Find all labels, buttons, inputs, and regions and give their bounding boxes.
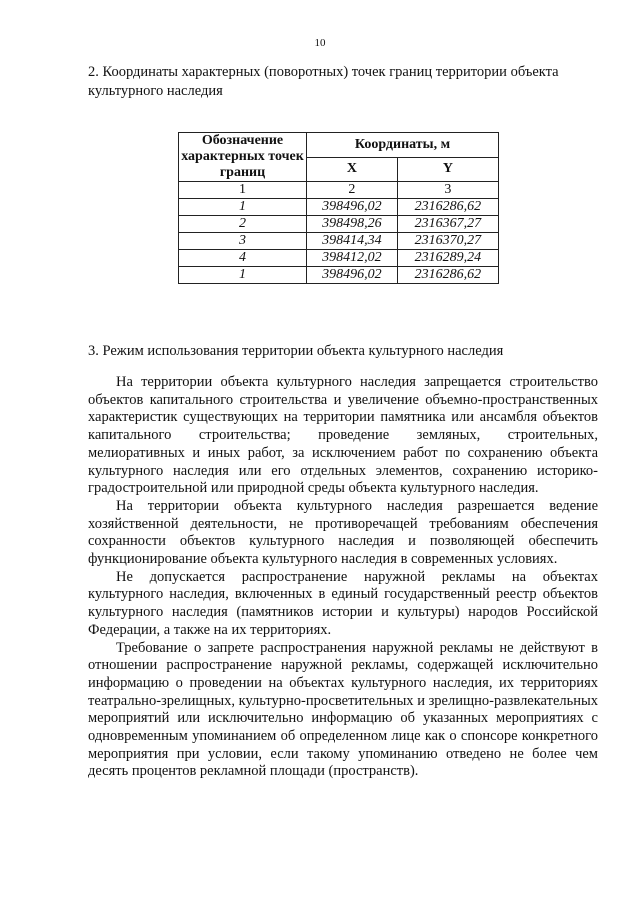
y-cell: 2316367,27 <box>397 216 498 233</box>
table-header-row <box>179 133 499 158</box>
point-cell: 1 <box>179 267 307 284</box>
table-index-row <box>179 182 499 199</box>
y-cell: 2316286,62 <box>397 199 498 216</box>
table-row <box>179 199 499 216</box>
paragraph-prohibited-works: На территории объекта культурного наследия запрещается строительство объектов капитального строительства и увеличение объемно-пространственных характеристик существующих на территории памятника или ансамбля объектов капитального строительства; проведение земляных, строительных, мелиоративных и иных работ, за исключением работ по сохранению объекта культурного наследия или его отдельных элементов, сохранению историко-градостроительной или природной среды объекта культурного наследия. <box>88 374 598 497</box>
point-cell: 4 <box>179 250 307 267</box>
paragraph-permitted-activity: На территории объекта культурного наследия разрешается ведение хозяйственной деятельности, не противоречащей требованиям обеспечения сохранности объектов культурного наследия и позволяющей обеспечить функционирование объекта культурного наследия в современных условиях. <box>88 497 598 568</box>
point-cell: 2 <box>179 216 307 233</box>
index-cell: 3 <box>397 182 498 199</box>
point-cell: 1 <box>179 199 307 216</box>
paragraph-advertising-exception: Требование о запрете распространения наружной рекламы не действуют в отношении распространение наружной рекламы, содержащей исключительно информацию о проведении на объектах культурного наследия, их территориях театрально-зрелищных, культурно-просветительных и зрелищно-развлекательных мероприятий или исключительно информацию об указанных мероприятиях с одновременным упоминанием об определенном лице как о спонсоре конкретного мероприятия при условии, если такому упоминанию отведено не более чем десять процентов рекламной площади (пространств). <box>88 639 598 780</box>
section-3-body <box>88 374 598 781</box>
x-cell: 398414,34 <box>307 233 398 250</box>
index-cell: 2 <box>307 182 398 199</box>
column-header-x: X <box>307 157 398 182</box>
point-cell: 3 <box>179 233 307 250</box>
column-header-designation: Обозначение характерных точек границ <box>179 133 307 182</box>
section-2-heading: 2. Координаты характерных (поворотных) точек границ территории объекта культурного наследия <box>88 64 559 99</box>
table-row <box>179 216 499 233</box>
x-cell: 398498,26 <box>307 216 398 233</box>
table-row <box>179 267 499 284</box>
x-cell: 398496,02 <box>307 267 398 284</box>
section-3-heading: 3. Режим использования территории объекта культурного наследия <box>88 343 504 359</box>
page-number: 10 <box>314 37 326 49</box>
paragraph-advertising-ban: Не допускается распространение наружной рекламы на объектах культурного наследия, включенных в единый государственный реестр объектов культурного наследия (памятников истории и культуры) народов Российской Федерации, а также на их территориях. <box>88 568 598 638</box>
x-cell: 398412,02 <box>307 250 398 267</box>
index-cell: 1 <box>179 182 307 199</box>
y-cell: 2316289,24 <box>397 250 498 267</box>
column-header-coordinates: Координаты, м <box>307 133 499 158</box>
coordinates-table <box>178 132 499 284</box>
column-header-y: Y <box>397 157 498 182</box>
y-cell: 2316370,27 <box>397 233 498 250</box>
y-cell: 2316286,62 <box>397 267 498 284</box>
table-row <box>179 250 499 267</box>
table-row <box>179 233 499 250</box>
x-cell: 398496,02 <box>307 199 398 216</box>
